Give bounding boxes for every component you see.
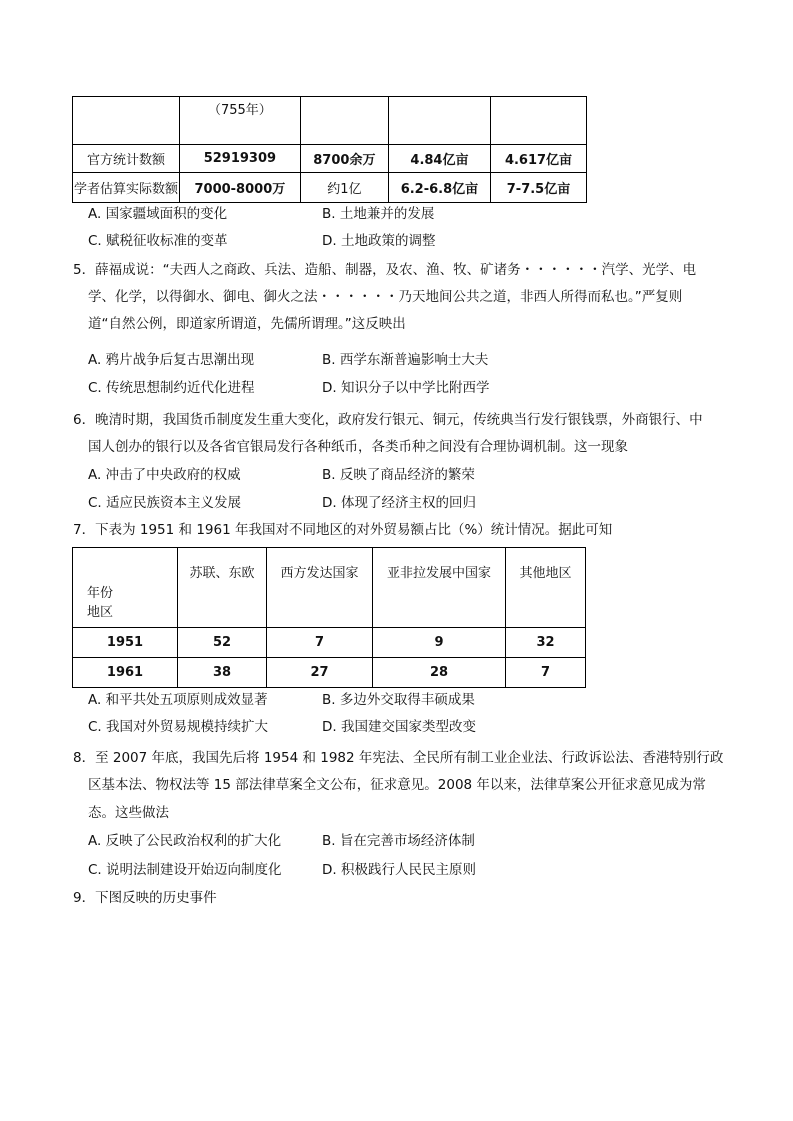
q5-stem-line3: 道“自然公例，即道家所谓道，先儒所谓理。”这反映出 xyxy=(88,316,406,332)
table-cell: 7000-8000万 xyxy=(179,173,300,203)
table-cell xyxy=(388,97,490,145)
table-cell xyxy=(491,97,587,145)
q5-stem-line1: 5．薛福成说：“夫西人之商政、兵法、造船、制器，及农、渔、牧、矿诸务・・・・・・汽学、光学、电 xyxy=(73,262,697,278)
row-year: 1951 xyxy=(73,628,178,658)
q6-stem-line2: 国人创办的银行以及各省官银局发行各种纸币，各类币种之间没有合理协调机制。这一现象 xyxy=(88,439,628,455)
table-cell: 9 xyxy=(373,628,506,658)
table-cell: 4.617亿亩 xyxy=(491,145,587,173)
q7-option-b[interactable]: B. 多边外交取得丰硕成果 xyxy=(322,692,475,708)
q6-option-c[interactable]: C. 适应民族资本主义发展 xyxy=(88,495,242,511)
table-cell: 52919309 xyxy=(179,145,300,173)
q4-option-b[interactable]: B. 土地兼并的发展 xyxy=(322,206,435,222)
q5-option-b[interactable]: B. 西学东渐普遍影响士大夫 xyxy=(322,352,489,368)
q8-stem-line3: 态。这些做法 xyxy=(88,805,169,821)
column-header: 苏联、东欧 xyxy=(178,548,267,628)
q8-option-d[interactable]: D. 积极践行人民民主原则 xyxy=(322,862,476,878)
q8-stem-line2: 区基本法、物权法等 15 部法律草案全文公布，征求意见。2008 年以来，法律草案公开征求意见成为常 xyxy=(88,777,706,793)
table-cell: 28 xyxy=(373,658,506,688)
table-cell: 7 xyxy=(506,658,586,688)
table-cell: 6.2-6.8亿亩 xyxy=(388,173,490,203)
header-year: 年份 xyxy=(87,586,114,601)
table-cell: 38 xyxy=(178,658,267,688)
table-cell xyxy=(300,97,388,145)
q4-option-d[interactable]: D. 土地政策的调整 xyxy=(322,233,436,249)
header-region: 地区 xyxy=(87,605,114,620)
q6-option-a[interactable]: A. 冲击了中央政府的权威 xyxy=(88,467,241,483)
column-header: 其他地区 xyxy=(506,548,586,628)
q5-stem-line2: 学、化学，以得御水、御电、御火之法・・・・・・乃天地间公共之道，非西人所得而私也。”严复则 xyxy=(88,289,683,305)
q5-option-d[interactable]: D. 知识分子以中学比附西学 xyxy=(322,380,490,396)
q8-stem-line1: 8．至 2007 年底，我国先后将 1954 和 1982 年宪法、全民所有制工业企业法、行政诉讼法、香港特别行政 xyxy=(73,750,724,766)
q7-option-c[interactable]: C. 我国对外贸易规模持续扩大 xyxy=(88,719,269,735)
q4-option-a[interactable]: A. 国家疆域面积的变化 xyxy=(88,206,228,222)
q8-option-c[interactable]: C. 说明法制建设开始迈向制度化 xyxy=(88,862,282,878)
q6-option-d[interactable]: D. 体现了经济主权的回归 xyxy=(322,495,476,511)
row-year: 1961 xyxy=(73,658,178,688)
q8-option-a[interactable]: A. 反映了公民政治权利的扩大化 xyxy=(88,833,282,849)
q7-option-a[interactable]: A. 和平共处五项原则成效显著 xyxy=(88,692,268,708)
q9-stem-line1: 9．下图反映的历史事件 xyxy=(73,890,217,906)
q7-option-d[interactable]: D. 我国建交国家类型改变 xyxy=(322,719,476,735)
column-header: 亚非拉发展中国家 xyxy=(373,548,506,628)
table-row xyxy=(73,658,586,688)
column-header: 西方发达国家 xyxy=(267,548,373,628)
table-cell: 8700余万 xyxy=(300,145,388,173)
table-cell: 27 xyxy=(267,658,373,688)
table-cell: 4.84亿亩 xyxy=(388,145,490,173)
table-cell: 32 xyxy=(506,628,586,658)
q6-stem-line1: 6．晚清时期，我国货币制度发生重大变化，政府发行银元、铜元，传统典当行发行银钱票，外商银行、中 xyxy=(73,412,703,428)
table-cell: 官方统计数额 xyxy=(73,145,180,173)
q7-stem-line1: 7．下表为 1951 和 1961 年我国对不同地区的对外贸易额占比（%）统计情况。据此可知 xyxy=(73,522,613,538)
trade-share-table xyxy=(72,547,586,688)
table-cell: 52 xyxy=(178,628,267,658)
land-statistics-table xyxy=(72,96,587,203)
table-corner-header xyxy=(73,548,178,628)
table-cell: 学者估算实际数额 xyxy=(73,173,180,203)
table-cell: 7 xyxy=(267,628,373,658)
table-cell xyxy=(73,97,180,145)
table-cell: 7-7.5亿亩 xyxy=(491,173,587,203)
table-cell: 约1亿 xyxy=(300,173,388,203)
table-cell: （755年） xyxy=(179,97,300,145)
q6-option-b[interactable]: B. 反映了商品经济的繁荣 xyxy=(322,467,475,483)
q8-option-b[interactable]: B. 旨在完善市场经济体制 xyxy=(322,833,475,849)
q4-option-c[interactable]: C. 赋税征收标准的变革 xyxy=(88,233,228,249)
q5-option-c[interactable]: C. 传统思想制约近代化进程 xyxy=(88,380,255,396)
table-row xyxy=(73,628,586,658)
q5-option-a[interactable]: A. 鸦片战争后复古思潮出现 xyxy=(88,352,255,368)
